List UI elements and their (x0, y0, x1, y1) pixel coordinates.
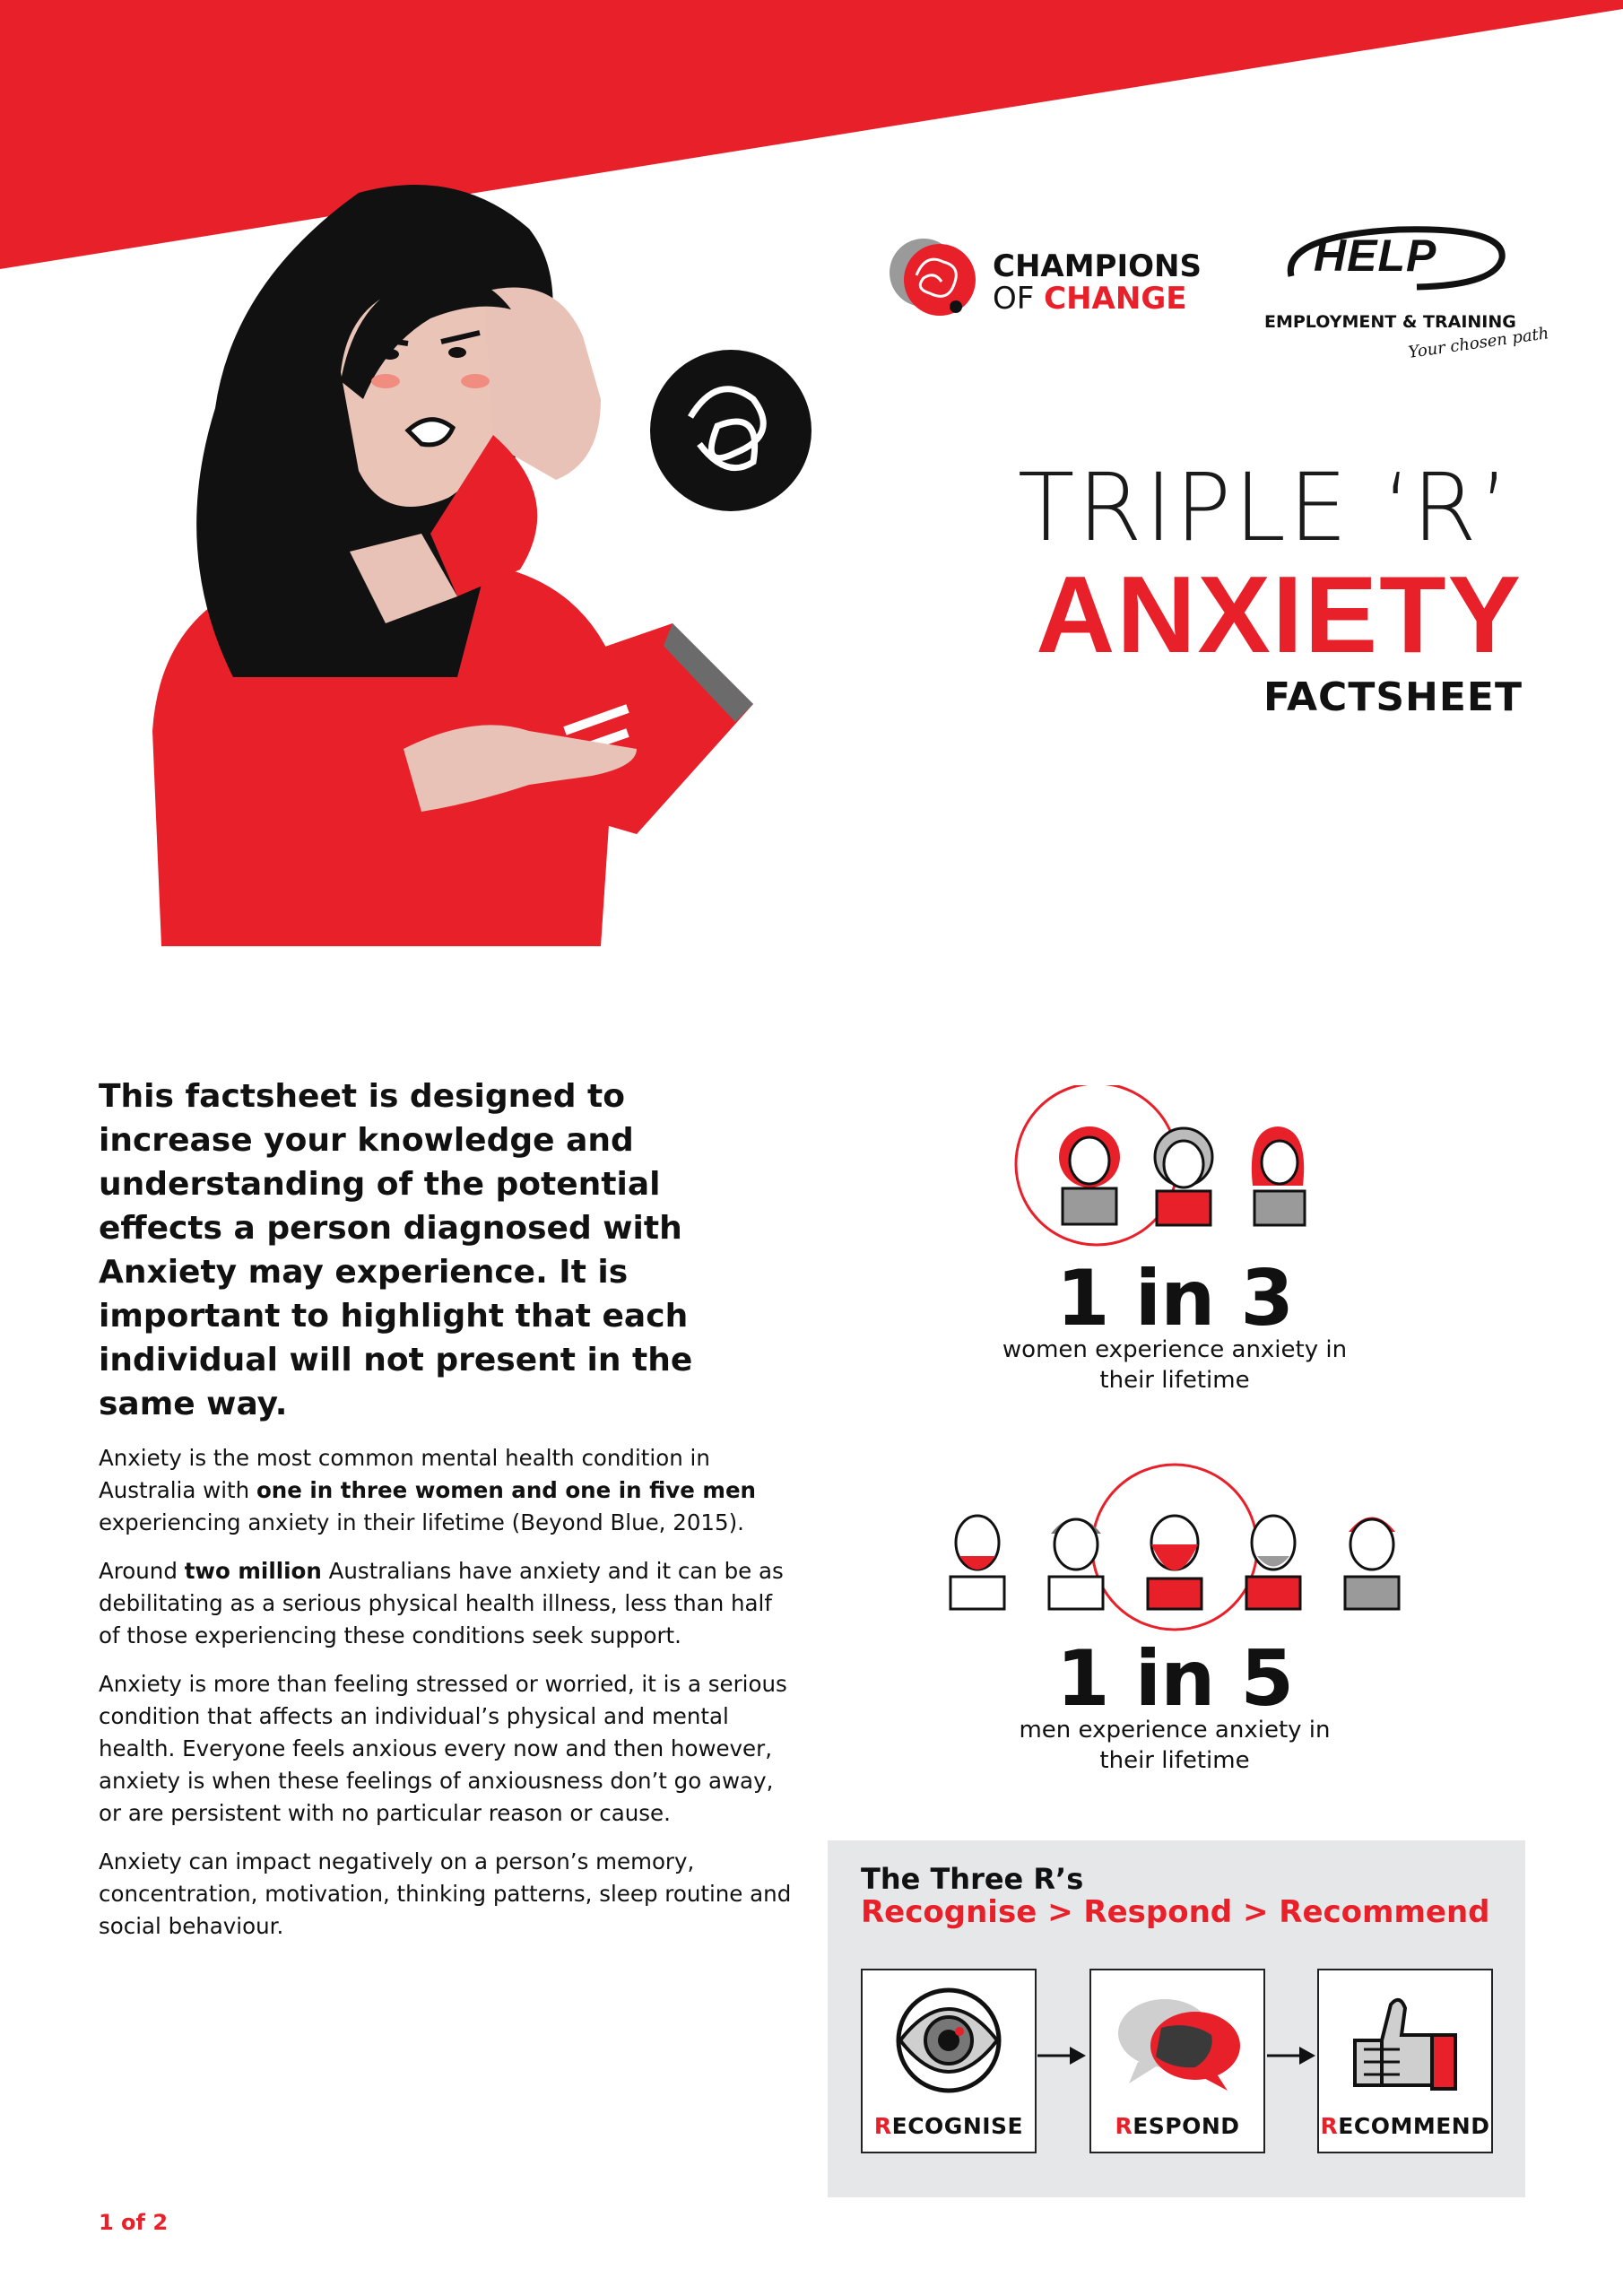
recognise-card (861, 1969, 1037, 2153)
thumbs-up-icon (1346, 1987, 1462, 2094)
champions-of-change-logo (890, 235, 1203, 325)
men-stat-caption: men experience anxiety in their lifetime (1019, 1717, 1331, 1774)
title-line2: ANXIETY (1036, 553, 1523, 675)
title-line3: FACTSHEET (1263, 674, 1523, 720)
brain-icon (890, 235, 979, 325)
page-number: 1 of 2 (99, 2210, 169, 2235)
arrow-right-icon (1265, 2042, 1319, 2069)
women-stat-caption: women experience anxiety in their lifetime (1002, 1336, 1348, 1394)
recommend-label: RECOMMEND (1320, 2113, 1490, 2139)
recognise-label: RECOGNISE (873, 2113, 1024, 2139)
man-icon (950, 1516, 1004, 1609)
man-icon (1345, 1518, 1399, 1610)
respond-label: RESPOND (1115, 2113, 1240, 2139)
woman-icon (1059, 1126, 1120, 1224)
body-paragraph-3: Anxiety is more than feeling stressed or worried, it is a serious condition that affects an individual’s physical and mental health. Everyone feels anxious every now and then however, anxiety is when these feelings of anxiousness don’t go away, or are persistent with no particular reason or cause. (99, 1671, 787, 1826)
logo1-of: OF (993, 280, 1045, 317)
title-line1: TRIPLE ‘R’ (1017, 453, 1512, 562)
anxious-woman-illustration (135, 175, 834, 946)
respond-card (1089, 1969, 1265, 2153)
three-rs-subheading: Recognise > Respond > Recommend (861, 1894, 1490, 1930)
three-rs-panel (828, 1840, 1525, 2197)
body-text (99, 1442, 794, 1959)
logo1-line1: CHAMPIONS (993, 248, 1202, 284)
body-paragraph-4: Anxiety can impact negatively on a person’s memory, concentration, motivation, thinking patterns, sleep routine and social behaviour. (99, 1848, 792, 1939)
woman-icon (1252, 1126, 1305, 1225)
women-icons-group (1000, 1085, 1323, 1247)
men-stat-number: 1 in 5 (1055, 1634, 1294, 1724)
recommend-card (1317, 1969, 1493, 2153)
body-paragraph-1: Anxiety is the most common mental health condition in Australia with one in three women and one in five men experiencing anxiety in their lifetime (Beyond Blue, 2015). (99, 1445, 757, 1535)
speech-bubbles-icon (1113, 1990, 1247, 2098)
logo1-change: CHANGE (1044, 280, 1187, 317)
men-icons-group (933, 1462, 1417, 1641)
woman-icon (1155, 1128, 1212, 1225)
man-icon (1148, 1516, 1202, 1609)
intro-paragraph: This factsheet is designed to increase your knowledge and understanding of the potential effects a person diagnosed with Anxiety may experience. It is important to highlight that each individual will not present in the same way. (99, 1078, 693, 1422)
help-subtitle: EMPLOYMENT & TRAINING (1264, 312, 1516, 332)
body-paragraph-2: Around two million Australians have anxiety and it can be as debilitating as a serious physical health illness, less than half of those experiencing these conditions seek support. (99, 1558, 784, 1648)
help-tagline: Your chosen path (1407, 324, 1550, 362)
eye-icon (888, 1987, 1010, 2094)
arrow-right-icon (1036, 2042, 1089, 2069)
help-wordmark: HELP (1314, 230, 1437, 281)
three-rs-heading: The Three R’s (861, 1862, 1084, 1896)
women-stat-number: 1 in 3 (1055, 1254, 1294, 1344)
help-employment-logo (1264, 222, 1550, 366)
